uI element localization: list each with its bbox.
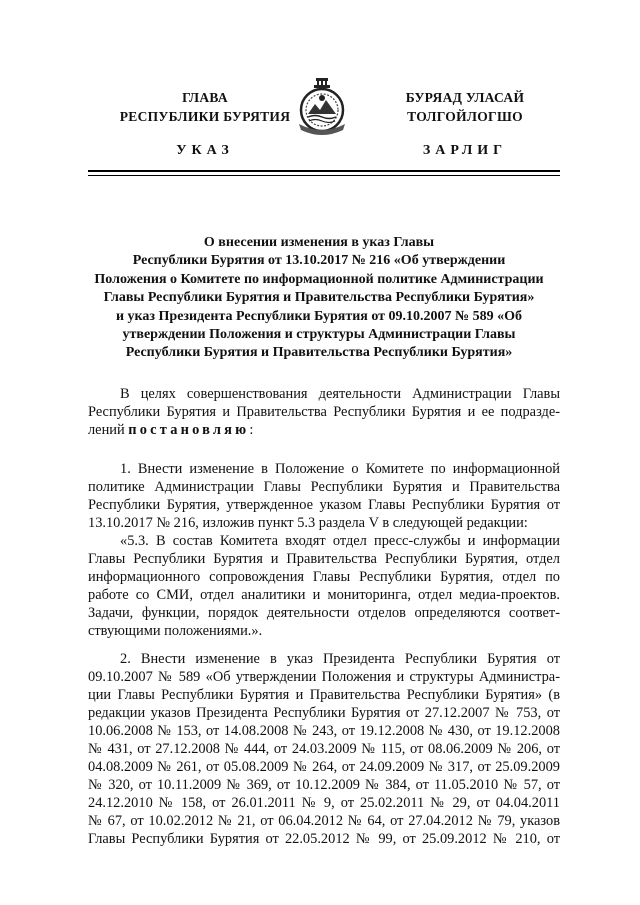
item-2-line: 09.10.2007 № 589 «Об утверждении Положения и структуры Администра- (88, 669, 560, 685)
header-right (355, 88, 575, 160)
title-line: Республики Бурятия и Правительства Республики Бурятия» (125, 345, 513, 361)
quote-line: информационного сопровождения Главы Республики Бурятия, отдел по (88, 569, 560, 585)
decree-keyword: постановляю (128, 422, 250, 438)
quote-line: Задачи, функции, порядок деятельности отделов определяются соответ- (88, 605, 560, 621)
item-2-line: редакции указов Президента Республики Бурятия от 27.12.2007 № 753, от (88, 705, 560, 721)
item-1-paragraph (88, 460, 560, 532)
document-title (80, 234, 558, 363)
preamble-prefix: лений (88, 422, 129, 438)
doc-type-bua: ЗАРЛИГ (422, 143, 508, 158)
title-line: и указ Президента Республики Бурятия от 09.10.2007 № 589 «Об (115, 308, 523, 324)
quote-line: Главы Республики Бурятия и Правительства Республики Бурятия, отдел (88, 551, 560, 567)
header-left-line-2: РЕСПУБЛИКИ БУРЯТИЯ (119, 109, 291, 124)
quote-line: ствующими положениями.». (88, 623, 263, 639)
quote-line: «5.3. В состав Комитета входят отдел пресс-службы и информации (120, 533, 560, 549)
quote-paragraph (88, 532, 560, 640)
header-right-line-1: БУРЯАД УЛАСАЙ (405, 90, 525, 105)
item-1-line: Республики Бурятия, утвержденное указом Главы Республики Бурятия от (88, 497, 560, 513)
item-2-paragraph (88, 650, 560, 848)
header-left-line-1: ГЛАВА (182, 90, 228, 105)
header-right-line-2: ТОЛГОЙЛОГШО (407, 109, 523, 124)
item-2-line: № 431, от 27.12.2008 № 444, от 24.03.2009 № 115, от 08.06.2009 № 206, от (88, 741, 560, 757)
item-1-line: 1. Внести изменение в Положение о Комитете по информационной (120, 461, 560, 477)
preamble-suffix: : (249, 422, 254, 438)
header-left (95, 88, 315, 160)
item-2-line: № 67, от 10.02.2012 № 21, от 06.04.2012 № 64, от 27.04.2012 № 79, указов (88, 813, 560, 829)
title-line: Главы Республики Бурятия и Правительства Республики Бурятия» (103, 290, 535, 306)
title-line: утверждении Положения и структуры Администрации Главы (122, 327, 516, 343)
title-line: Республики Бурятия от 13.10.2017 № 216 «Об утверждении (132, 253, 506, 269)
item-2-line: 2. Внести изменение в указ Президента Республики Бурятия от (120, 651, 560, 667)
title-line: О внесении изменения в указ Главы (203, 235, 435, 250)
preamble-last-line (88, 421, 560, 439)
coat-of-arms-emblem (293, 76, 351, 138)
item-2-line: 10.06.2008 № 153, от 14.08.2008 № 243, от 19.12.2008 № 430, от 19.12.2008 (88, 723, 560, 739)
item-1-line: политике Администрации Главы Республики Бурятия и Правительства (88, 479, 560, 495)
item-2-line: 24.12.2010 № 158, от 26.01.2011 № 9, от 25.02.2011 № 29, от 04.04.2011 (88, 795, 560, 811)
preamble-line: В целях совершенствования деятельности Администрации Главы (120, 386, 560, 402)
item-2-line: ции Главы Республики Бурятия и Правительства Республики Бурятия» (в (88, 687, 560, 703)
title-line: Положения о Комитете по информационной политике Администрации (94, 271, 544, 287)
header-divider-thin (88, 175, 560, 176)
preamble-paragraph (88, 385, 560, 439)
preamble-line: Республики Бурятия и Правительства Республики Бурятия и ее подразде- (88, 404, 560, 420)
item-2-line: № 320, от 10.11.2009 № 369, от 10.12.2009 № 384, от 11.05.2010 № 57, от (88, 777, 560, 793)
item-2-line: 04.08.2009 № 261, от 05.08.2009 № 264, от 24.09.2009 № 317, от 25.09.2009 (88, 759, 560, 775)
doc-type-ru: УКАЗ (176, 143, 234, 158)
item-2-line: Главы Республики Бурятия от 22.05.2012 № 99, от 25.09.2012 № 210, от (88, 831, 560, 847)
quote-line: работе со СМИ, отдел аналитики и мониторинга, отдел медиа-проектов. (88, 587, 560, 603)
header-divider-thick (88, 170, 560, 172)
item-1-line: 13.10.2017 № 216, изложив пункт 5.3 раздела V в следующей редакции: (88, 515, 528, 531)
